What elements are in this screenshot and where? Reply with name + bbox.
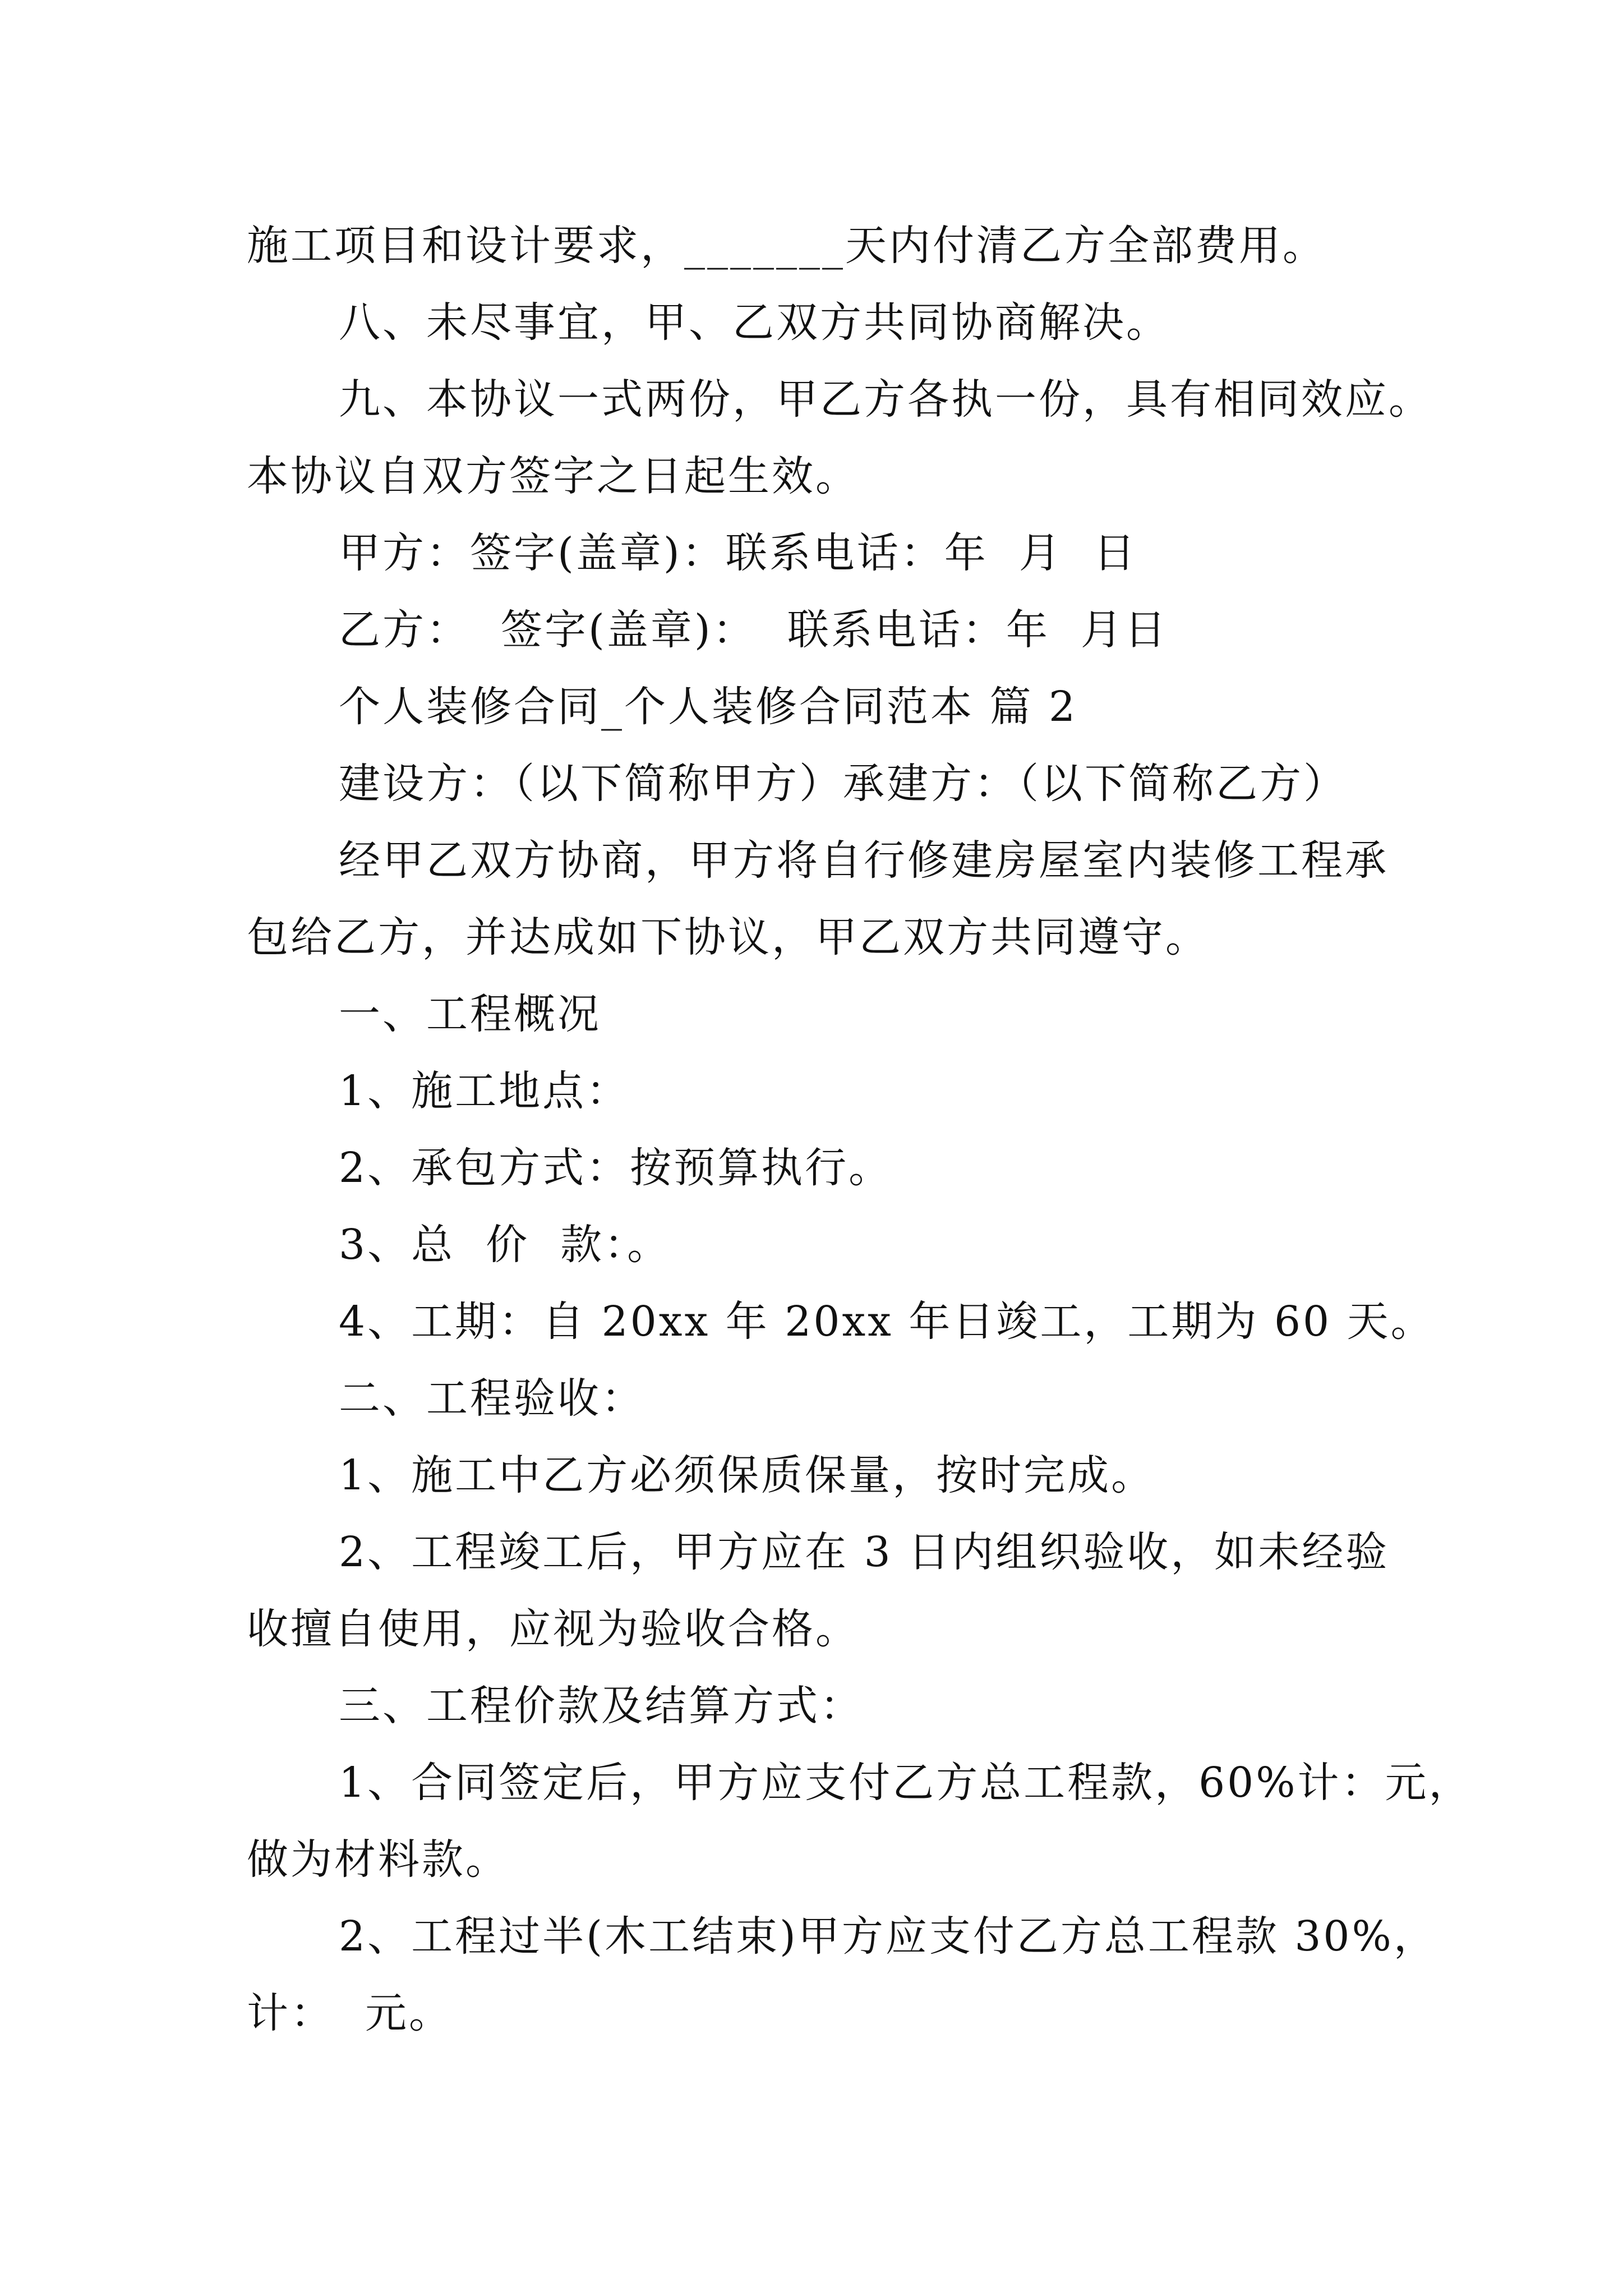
text-line: 施工项目和设计要求，_______天内付清乙方全部费用。 — [247, 222, 1326, 270]
text-line: 本协议自双方签字之日起生效。 — [247, 452, 859, 500]
text-line: 计： 元。 — [247, 1989, 453, 2037]
clause-heading: 二、工程验收： — [339, 1374, 645, 1423]
text-line: 1、施工中乙方必须保质保量，按时完成。 — [339, 1451, 1155, 1499]
section-heading: 个人装修合同_个人装修合同范本 篇 2 — [339, 683, 1078, 731]
clause-heading: 一、工程概况 — [339, 990, 601, 1038]
text-line: 1、合同签定后，甲方应支付乙方总工程款，60%计：元， — [339, 1759, 1473, 1807]
text-line: 1、施工地点： — [339, 1067, 630, 1115]
text-line: 3、总 价 款：。 — [339, 1221, 671, 1269]
text-line: 建设方：（以下简称甲方）承建方：（以下简称乙方） — [339, 760, 1347, 808]
text-line: 包给乙方，并达成如下协议，甲乙双方共同遵守。 — [247, 913, 1209, 961]
signature-line-party-a: 甲方：签字(盖章)：联系电话：年 月 日 — [339, 529, 1137, 577]
text-line: 八、未尽事宜，甲、乙双方共同协商解决。 — [339, 298, 1170, 347]
clause-heading: 三、工程价款及结算方式： — [339, 1682, 864, 1730]
text-line: 2、承包方式：按预算执行。 — [339, 1144, 893, 1192]
text-line: 做为材料款。 — [247, 1835, 509, 1884]
text-line: 4、工期：自 20xx 年 20xx 年日竣工，工期为 60 天。 — [339, 1297, 1435, 1346]
text-line: 2、工程过半(木工结束)甲方应支付乙方总工程款 30%， — [339, 1912, 1437, 1961]
text-line: 收擅自使用，应视为验收合格。 — [247, 1605, 859, 1653]
signature-line-party-b: 乙方： 签字(盖章)： 联系电话：年 月日 — [339, 606, 1168, 654]
text-line: 经甲乙双方协商，甲方将自行修建房屋室内装修工程承 — [339, 836, 1389, 885]
document-body — [247, 208, 1473, 2052]
text-line: 2、工程竣工后，甲方应在 3 日内组织验收，如未经验 — [339, 1528, 1390, 1576]
text-line: 九、本协议一式两份，甲乙方各执一份，具有相同效应。 — [339, 375, 1432, 424]
